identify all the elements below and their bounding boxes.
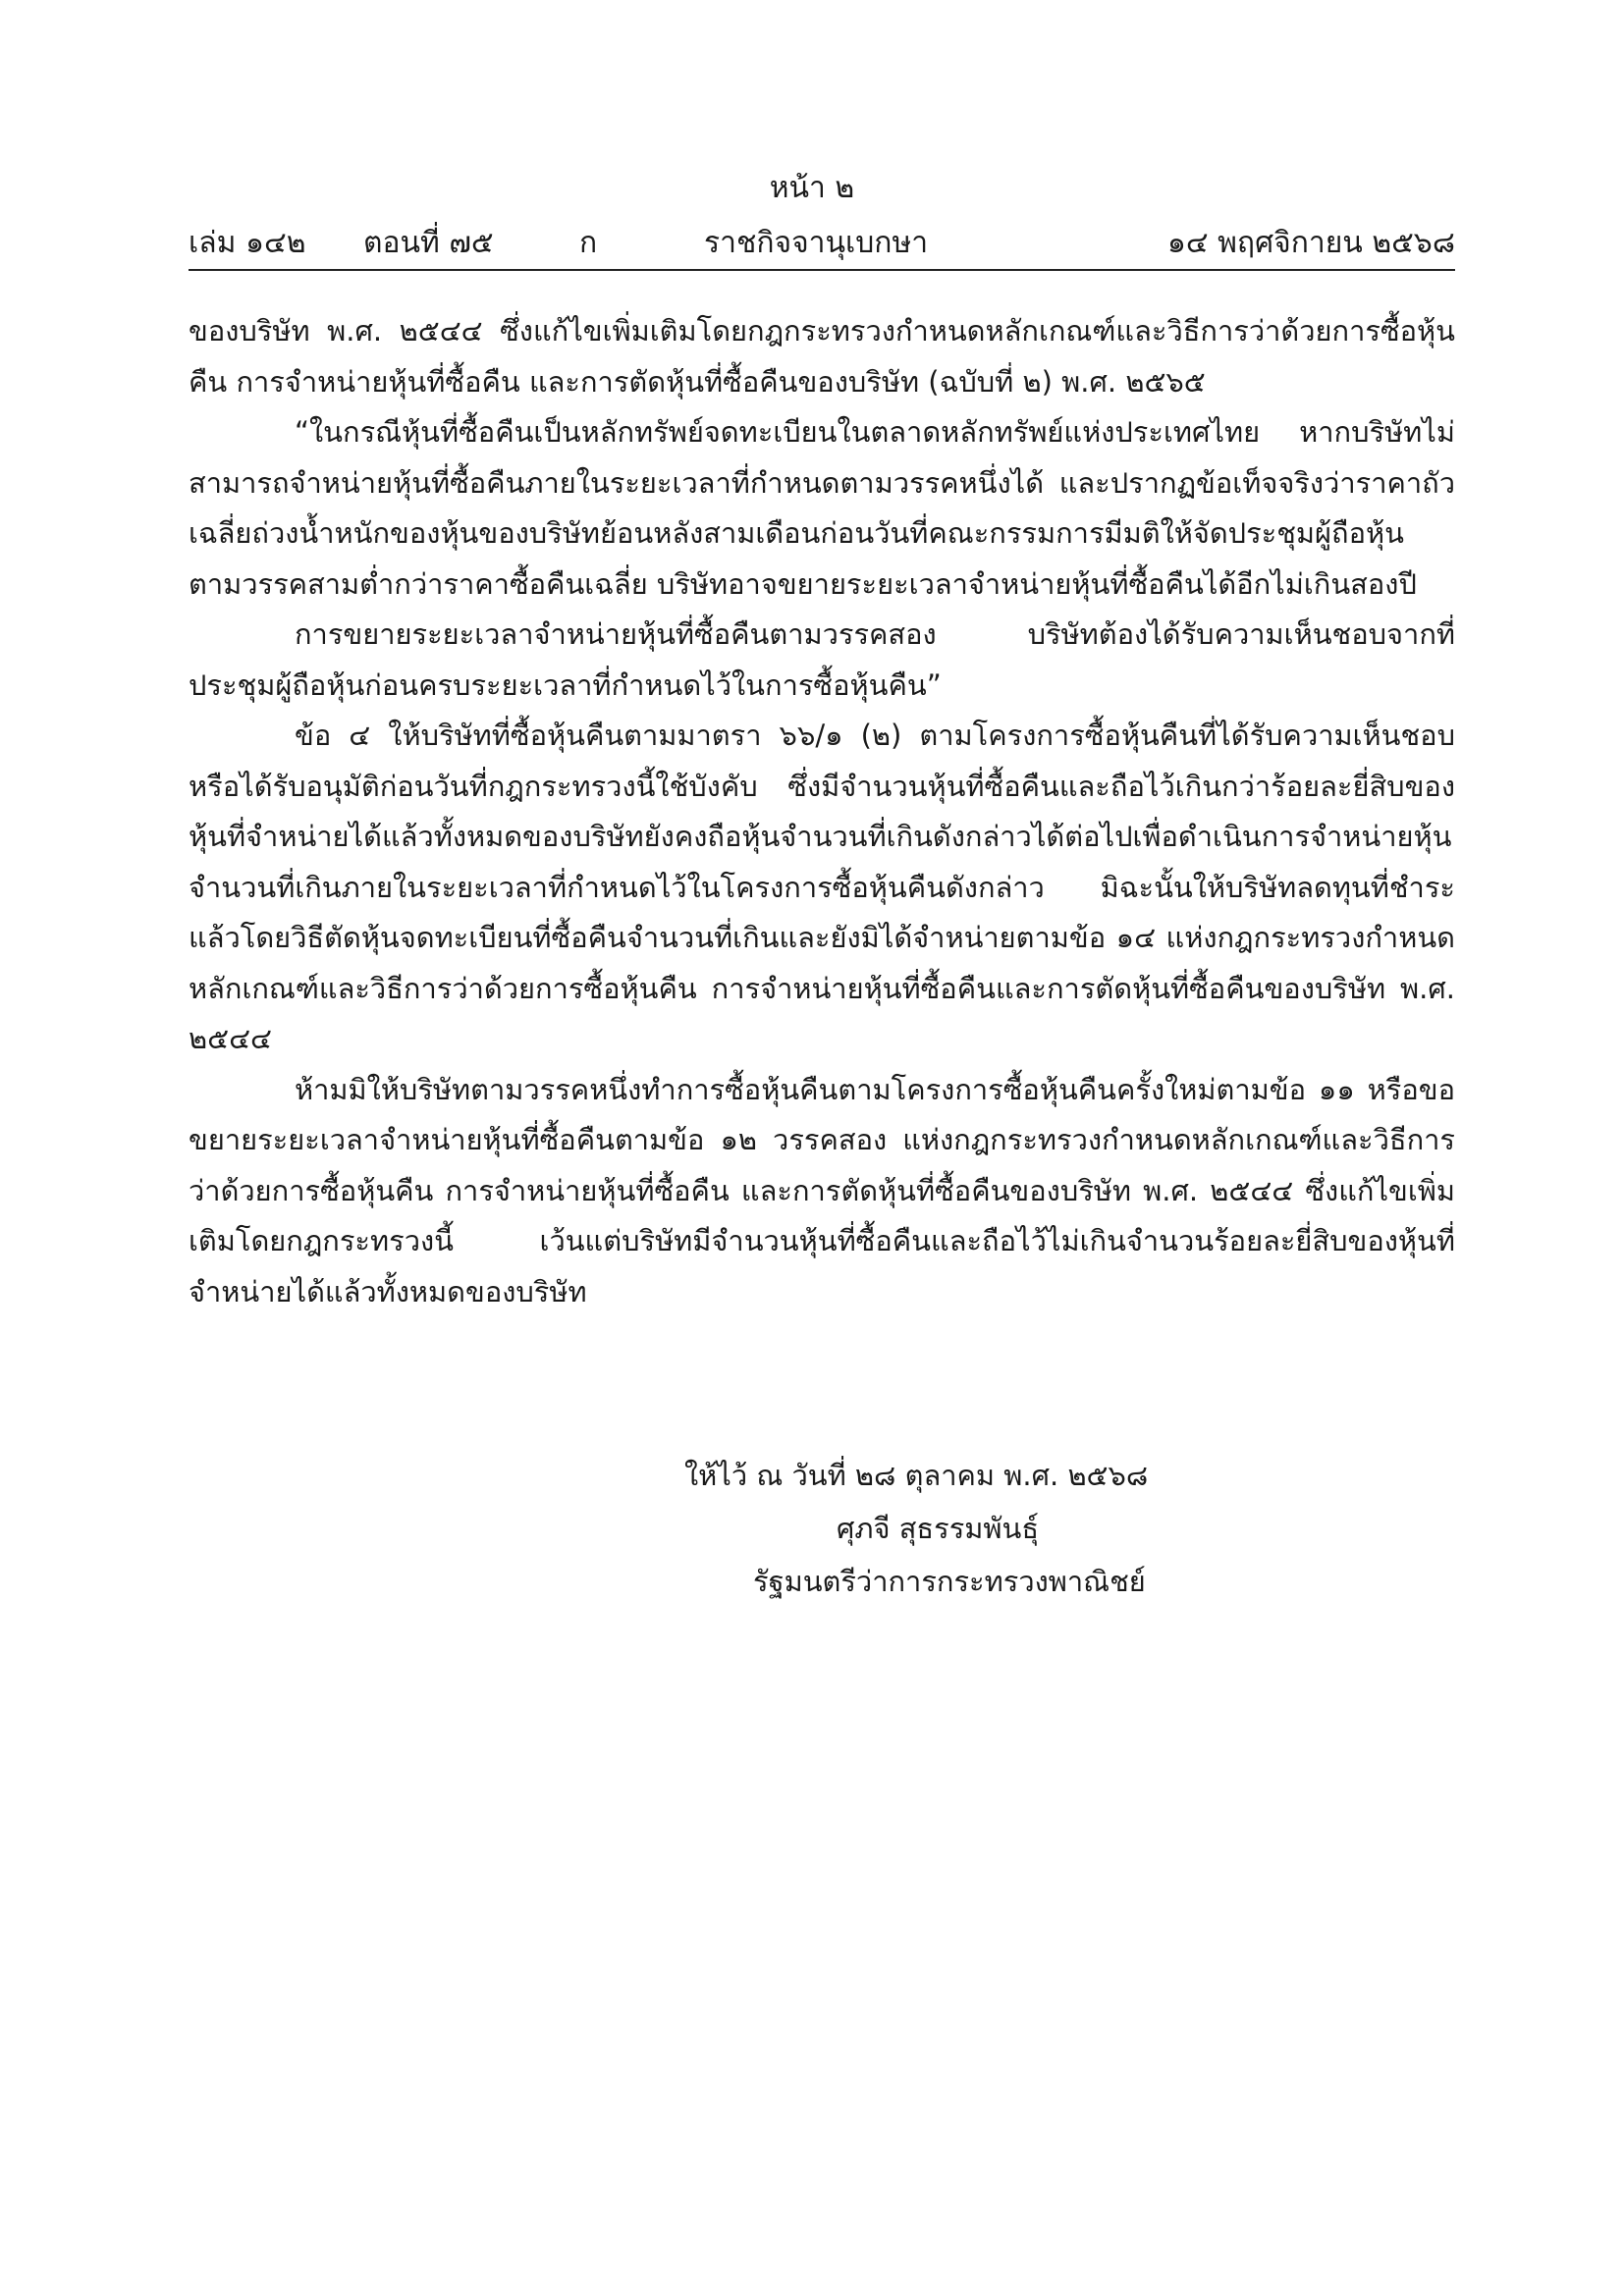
header-section: ก bbox=[579, 226, 598, 260]
header-issue: ตอนที่ ๗๕ bbox=[363, 226, 494, 260]
signature-block bbox=[189, 1449, 1455, 1608]
page-number: หน้า ๒ bbox=[769, 171, 855, 205]
gazette-header bbox=[189, 222, 1455, 265]
header-divider bbox=[189, 269, 1455, 271]
paragraph-prohibition: ห้ามมิให้บริษัทตามวรรคหนึ่งทำการซื้อหุ้นคืนตามโครงการซื้อหุ้นคืนครั้งใหม่ตามข้อ ๑๑ หรือขอขยายระยะเวลาจำหน่ายหุ้นที่ซื้อคืนตามข้อ ๑๒ วรรคสอง แห่งกฎกระทรวงกำหนดหลักเกณฑ์และวิธีการว่าด้วยการซื้อหุ้นคืน การจำหน่ายหุ้นที่ซื้อคืน และการตัดหุ้นที่ซื้อคืนของบริษัท พ.ศ. ๒๕๔๔ ซึ่งแก้ไขเพิ่มเติมโดยกฎกระทรวงนี้ เว้นแต่บริษัทมีจำนวนหุ้นที่ซื้อคืนและถือไว้ไม่เกินจำนวนร้อยละยี่สิบของหุ้นที่จำหน่ายได้แล้วทั้งหมดของบริษัท bbox=[189, 1072, 1455, 1308]
signatory-title: รัฐมนตรีว่าการกระทรวงพาณิชย์ bbox=[753, 1565, 1146, 1598]
document-body bbox=[189, 306, 1455, 1317]
header-gazette-name: ราชกิจจานุเบกษา bbox=[704, 226, 929, 260]
signatory-name: ศุภจี สุธรรมพันธุ์ bbox=[837, 1512, 1040, 1545]
paragraph-continuation: ของบริษัท พ.ศ. ๒๕๔๔ ซึ่งแก้ไขเพิ่มเติมโดยกฎกระทรวงกำหนดหลักเกณฑ์และวิธีการว่าด้วยการซื้อหุ้นคืน การจำหน่ายหุ้นที่ซื้อคืน และการตัดหุ้นที่ซื้อคืนของบริษัท (ฉบับที่ ๒) พ.ศ. ๒๕๖๕ bbox=[189, 314, 1455, 399]
signature-date: ให้ไว้ ณ วันที่ ๒๘ ตุลาคม พ.ศ. ๒๕๖๘ bbox=[684, 1459, 1149, 1492]
paragraph-amended-clause: “ในกรณีหุ้นที่ซื้อคืนเป็นหลักทรัพย์จดทะเบียนในตลาดหลักทรัพย์แห่งประเทศไทย หากบริษัทไม่สามารถจำหน่ายหุ้นที่ซื้อคืนภายในระยะเวลาที่กำหนดตามวรรคหนึ่งได้ และปรากฏข้อเท็จจริงว่าราคาถัวเฉลี่ยถ่วงน้ำหนักของหุ้นของบริษัทย้อนหลังสามเดือนก่อนวันที่คณะกรรมการมีมติให้จัดประชุมผู้ถือหุ้นตามวรรคสามต่ำกว่าราคาซื้อคืนเฉลี่ย บริษัทอาจขยายระยะเวลาจำหน่ายหุ้นที่ซื้อคืนได้อีกไม่เกินสองปี bbox=[189, 415, 1455, 601]
paragraph-extension-approval: การขยายระยะเวลาจำหน่ายหุ้นที่ซื้อคืนตามวรรคสอง บริษัทต้องได้รับความเห็นชอบจากที่ประชุมผู้ถือหุ้นก่อนครบระยะเวลาที่กำหนดไว้ในการซื้อหุ้นคืน” bbox=[189, 617, 1455, 702]
header-volume: เล่ม ๑๔๒ bbox=[189, 226, 306, 260]
header-date: ๑๔ พฤศจิกายน ๒๕๖๘ bbox=[1166, 226, 1455, 260]
paragraph-clause-4: ข้อ ๔ ให้บริษัทที่ซื้อหุ้นคืนตามมาตรา ๖๖/๑ (๒) ตามโครงการซื้อหุ้นคืนที่ได้รับความเห็นชอบหรือได้รับอนุมัติก่อนวันที่กฎกระทรวงนี้ใช้บังคับ ซึ่งมีจำนวนหุ้นที่ซื้อคืนและถือไว้เกินกว่าร้อยละยี่สิบของหุ้นที่จำหน่ายได้แล้วทั้งหมดของบริษัทยังคงถือหุ้นจำนวนที่เกินดังกล่าวได้ต่อไปเพื่อดำเนินการจำหน่ายหุ้นจำนวนที่เกินภายในระยะเวลาที่กำหนดไว้ในโครงการซื้อหุ้นคืนดังกล่าว มิฉะนั้นให้บริษัทลดทุนที่ชำระแล้วโดยวิธีตัดหุ้นจดทะเบียนที่ซื้อคืนจำนวนที่เกินและยังมิได้จำหน่ายตามข้อ ๑๔ แห่งกฎกระทรวงกำหนดหลักเกณฑ์และวิธีการว่าด้วยการซื้อหุ้นคืน การจำหน่ายหุ้นที่ซื้อคืนและการตัดหุ้นที่ซื้อคืนของบริษัท พ.ศ. ๒๕๔๔ bbox=[189, 719, 1455, 1055]
